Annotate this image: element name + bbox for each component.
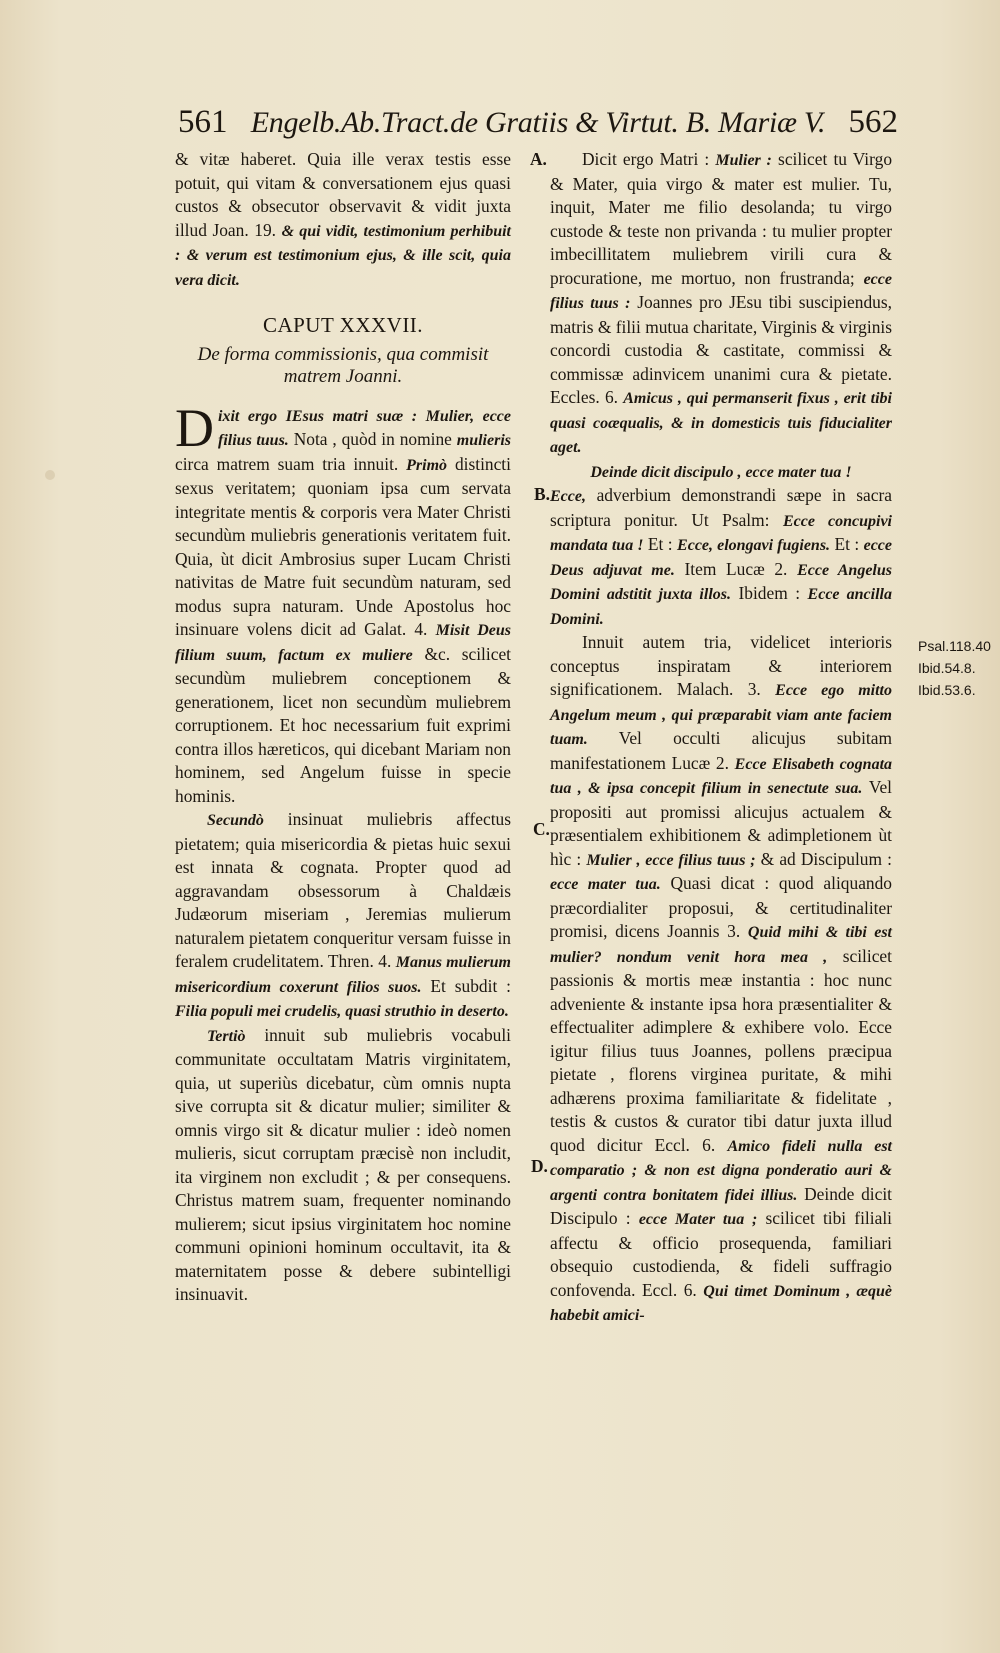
body-text: Item Lucæ 2. — [684, 558, 788, 579]
scripture-quote: ecce mater tua. — [550, 876, 661, 893]
scripture-quote: Mulier : — [715, 152, 772, 169]
body-text: Et : — [834, 534, 860, 554]
drop-cap: D — [175, 397, 214, 458]
scripture-quote: Ecce Angelus Domini adstitit juxta illos. — [550, 561, 892, 603]
body-text: insinuat muliebris affectus pietatem; quia misericordia & pietas huic sexui est innata & cognata. Propter quod ad aggravandam obsessorum à Chaldæis Judæorum miseriam , Jeremias mulierum naturalem pietatem conqueritur versam fuisse in feralem crudelitatem. Thren. 4. — [175, 809, 511, 971]
body-text: Innuit autem tria, videlicet interioris conceptus inspiratam & interiorem significationem. Malach. 3. — [550, 632, 892, 699]
scripture-quote: Mulier , ecce filius tuus ; — [586, 851, 756, 869]
margin-note: Psal.118.40 — [918, 638, 991, 654]
body-text: innuit sub muliebris vocabuli communitate occultatam Matris virginitatem, quia, ut superiùs dicebatur, cùm omnis nupta sive corrupta sit & dicatur mulier; similiter & omnis virgo sit & dicatur mulier : ideò nomen mulieris, sicut corruptam præcisè non includit, ita virginem non excludit ; & per consequens. Christus matrem suam, frequenter nominando mulierem; sicut ipsius virginitatem hoc nomine communi opinioni hominum occultavit, ita & maternitatem posse & debere subintelligi insinuavit. — [175, 1024, 511, 1304]
running-title: Engelb.Ab.Tract.de Gratiis & Virtut. B. Mariæ V. — [250, 106, 826, 139]
ordinal-marker: Secundò — [207, 812, 264, 829]
scripture-quote: Ecce, elongavi fugiens. — [677, 537, 831, 554]
emphasis: Ecce, — [550, 488, 586, 505]
page-number-right: 562 — [848, 104, 898, 140]
body-text: Et subdit : — [430, 975, 511, 996]
paragraph — [175, 808, 511, 1024]
margin-note: Ibid.53.6. — [918, 682, 976, 698]
scripture-quote: Quid mihi & tibi est mulier? nondum venit hora mea , — [550, 924, 892, 966]
body-text: distincti sexus veritatem; quoniam ipsa cum servata integritate mentis & corporis vera Mater Christi secundùm muliebris generationis veritatem fuit. Quia, ùt dicit Ambrosius super Lucam Christi nativitas de Matre fuit secundùm naturam, sed modus supra naturam. Unde Apostolus hoc insinuare volens dicit ad Galat. 4. — [175, 453, 511, 639]
scripture-quote: & qui vidit, testimonium perhibuit : & verum est testimonium ejus, & ille scit, quia vera dicit. — [175, 222, 511, 289]
scripture-quote: Deinde dicit discipulo , ecce mater tua ! — [590, 463, 852, 481]
scripture-quote: ecce Mater tua ; — [638, 1211, 758, 1228]
body-text: Joannes pro JEsu tibi suscipiendus, matris & filii mutua charitate, Virginis & virginis concordi custodia & castitate, commissi & commissæ adinvicem unanimi cura & pietate. Eccles. 6. — [550, 292, 892, 407]
scripture-quote: Manus mulierum misericordium coxerunt filios suos. — [175, 954, 512, 996]
scripture-quote: Filia populi mei crudelis, quasi struthio in deserto. — [175, 1003, 509, 1020]
body-text: Vel occulti alicujus subitam manifestationem Lucæ 2. — [550, 728, 892, 773]
body-text: Quasi dicat : quod aliquando præcordialiter proposui, & certitudinaliter promisi, dicens Joannis 3. — [550, 873, 893, 941]
scripture-quote: Misit Deus filium suum, factum ex muliere — [175, 622, 511, 664]
body-text: & vitæ haberet. Quia ille verax testis esse potuit, qui vitam & conversationem ejus quasi custos & obsecutor observavit & vidit juxta illud Joan. 19. — [175, 149, 511, 240]
section-marker-d: D. — [531, 1156, 548, 1176]
body-text: circa matrem suam tria innuit. — [175, 453, 399, 474]
scripture-quote: Qui timet Dominum , æquè habebit amici- — [550, 1282, 892, 1324]
chapter-subtitle: De forma commissionis, qua commisit matrem Joanni. — [197, 343, 489, 387]
body-text: Vel propositi aut promissi alicujus actualem & præsentialem exhibitionem & adimpletionem ùt hìc : — [550, 777, 892, 869]
section-marker-a: A. — [530, 149, 547, 169]
scripture-quote: ixit ergo IEsus matri suæ : Mulier, ecce filius tuus. — [218, 407, 511, 449]
paragraph — [175, 148, 511, 292]
left-column — [175, 148, 511, 1307]
margin-note: Ibid.54.8. — [918, 660, 976, 676]
emphasis: mulieris — [456, 432, 511, 449]
body-text: &c. scilicet secundùm muliebrem conceptionem & generationem, licet non secundùm muliebrem corruptionem. Et hoc necessarium fuit exprimi contra illos hæreticos, qui dicebant Mariam non hominem, sed Angelum fuisse in specie hominis. — [175, 643, 511, 806]
scripture-quote: ecce filius tuus : — [550, 270, 892, 312]
paper-stain — [45, 470, 55, 480]
paragraph — [550, 631, 892, 1328]
body-text: scilicet tu Virgo & Mater, quia virgo & mater est mulier. Tu, inquit, Mater me filio desolanda; tu virgo custode & teste non privanda : tu mulier propter imbecillitatem muliebrem virili cura & procuratione, me mortuo, non frustranda; — [550, 149, 893, 288]
chapter-heading: CAPUT XXXVII. — [262, 313, 424, 337]
section-marker-c: C. — [533, 819, 550, 839]
paragraph — [175, 1024, 511, 1307]
paragraph — [550, 148, 892, 460]
scripture-quote: Amico fideli nulla est comparatio ; & non est digna ponderatio auri & argenti contra bonitatem fidei illius. — [550, 1137, 892, 1204]
scripture-quote: Ecce Elisabeth cognata tua , & ipsa concepit filium in senectute sua. — [550, 755, 893, 797]
body-text: Ibidem : — [738, 583, 801, 603]
section-marker-b: B. — [534, 484, 550, 504]
scripture-quote: Ecce ego mitto Angelum meum , qui præparabit viam ante faciem tuam. — [550, 682, 893, 748]
body-text: scilicet passionis & mortis meæ instantia : hoc nunc adveniente & instante ipsa hora præsentialiter & effectualiter adimplere & exhibere volo. Ecce igitur filius tuus Joannes, pollens præcipua pietate , florens virginea puritate, & mihi adhærens proxima familiaritate & fidelitate , testis & custos & curator tibi datur juxta illud quod dicitur Eccl. 6. — [550, 945, 892, 1155]
scripture-quote: Amicus , qui permanserit fixus , erit tibi quasi coæqualis, & in domesticis tuis fiducialiter aget. — [550, 390, 892, 456]
paragraph — [175, 397, 511, 809]
body-text: adverbium demonstrandi sæpe in sacra scriptura ponitur. Ut Psalm: — [550, 485, 892, 530]
page-number-left: 561 — [178, 104, 228, 140]
body-text: scilicet tibi filiali affectu & officio prosequenda, familiari obsequio custodienda, & fideli suffragio confovenda. Eccl. 6. — [550, 1208, 892, 1300]
margin-notes — [918, 635, 1000, 701]
body-text: & ad Discipulum : — [760, 848, 892, 869]
scripture-quote: Ecce ancilla Domini. — [550, 586, 892, 628]
right-column — [550, 148, 892, 1328]
body-text: Dicit ergo Matri : — [582, 149, 710, 169]
body-text: Nota , quòd in nomine — [293, 429, 452, 449]
paragraph — [550, 484, 892, 631]
ordinal-marker: Primò — [406, 456, 448, 474]
paragraph — [550, 460, 892, 485]
scripture-quote: Ecce concupivi mandata tua ! — [550, 512, 893, 554]
ordinal-marker: Tertiò — [207, 1027, 246, 1045]
body-text: Deinde dicit Discipulo : — [550, 1183, 892, 1228]
running-header — [178, 104, 898, 144]
body-text: Et : — [647, 534, 673, 554]
scripture-quote: ecce Deus adjuvat me. — [550, 537, 892, 579]
